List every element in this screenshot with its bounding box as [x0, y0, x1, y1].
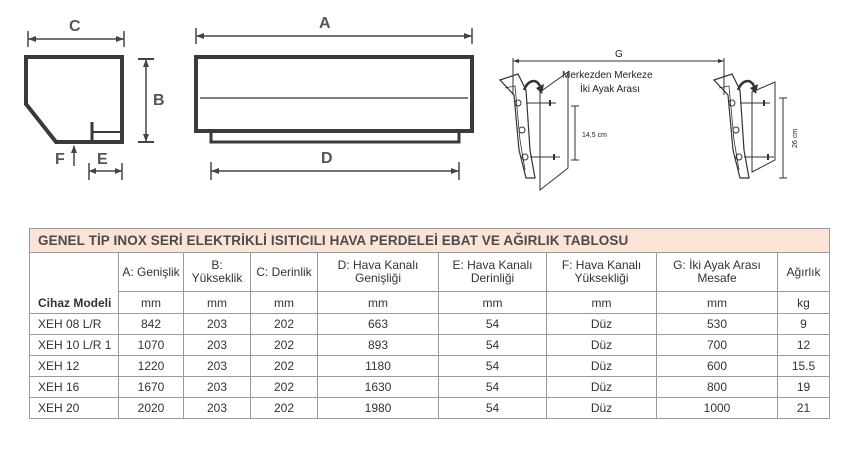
unit-cell: kg — [778, 292, 830, 314]
table-cell: 15.5 — [778, 356, 830, 377]
dim-tall-label: 26 cm — [792, 128, 799, 148]
table-cell: 202 — [251, 377, 318, 398]
unit-cell: mm — [119, 292, 184, 314]
table-cell: 1980 — [318, 398, 439, 419]
center-text-line1: Merkezden Merkeze — [562, 70, 653, 81]
table-cell: Düz — [547, 356, 657, 377]
table-cell: Düz — [547, 314, 657, 335]
model-header: Cihaz Modeli — [30, 253, 119, 314]
table-cell: 202 — [251, 398, 318, 419]
table-cell: 800 — [657, 377, 778, 398]
table-cell: 700 — [657, 335, 778, 356]
table-cell: 203 — [184, 398, 251, 419]
table-cell: 203 — [184, 377, 251, 398]
left-bracket — [500, 72, 579, 190]
table-cell: 203 — [184, 314, 251, 335]
table-row — [30, 377, 830, 398]
label-c: C — [69, 18, 81, 35]
header-width: A: Genişlik — [119, 253, 184, 292]
table-cell: 1670 — [119, 377, 184, 398]
table-cell: 1070 — [119, 335, 184, 356]
dim-small-label: 14,5 cm — [582, 132, 607, 139]
front-view — [196, 28, 472, 180]
model-cell: XEH 20 — [30, 398, 119, 419]
table-cell: 54 — [439, 356, 547, 377]
table-cell: 842 — [119, 314, 184, 335]
table-cell: 600 — [657, 356, 778, 377]
table-cell: 202 — [251, 335, 318, 356]
table-cell: 203 — [184, 335, 251, 356]
header-leg-distance: G: İki Ayak Arası Mesafe — [657, 253, 778, 292]
table-cell: Düz — [547, 398, 657, 419]
table-cell: 202 — [251, 314, 318, 335]
unit-cell: mm — [251, 292, 318, 314]
header-duct-width: D: Hava Kanalı Genişliği — [318, 253, 439, 292]
table-cell: 19 — [778, 377, 830, 398]
header-height: B: Yükseklik — [184, 253, 251, 292]
side-view — [26, 31, 154, 180]
table-cell: 54 — [439, 398, 547, 419]
table-cell: 21 — [778, 398, 830, 419]
header-duct-height: F: Hava Kanalı Yüksekliği — [547, 253, 657, 292]
unit-cell: mm — [657, 292, 778, 314]
table-cell: Düz — [547, 335, 657, 356]
table-cell: 663 — [318, 314, 439, 335]
table-cell: 9 — [778, 314, 830, 335]
label-f: F — [55, 151, 65, 168]
table-cell: 12 — [778, 335, 830, 356]
unit-cell: mm — [547, 292, 657, 314]
table-cell: 2020 — [119, 398, 184, 419]
table-cell: 1220 — [119, 356, 184, 377]
dimension-diagrams — [0, 0, 851, 225]
header-duct-depth: E: Hava Kanalı Derinliği — [439, 253, 547, 292]
table-row — [30, 314, 830, 335]
model-cell: XEH 16 — [30, 377, 119, 398]
table-cell: 54 — [439, 335, 547, 356]
right-bracket — [714, 74, 787, 178]
spec-table — [29, 228, 830, 419]
table-title: GENEL TİP INOX SERİ ELEKTRİKLİ ISITICILI HAVA PERDELEİ EBAT VE AĞIRLIK TABLOSU — [30, 229, 830, 253]
table-cell: 893 — [318, 335, 439, 356]
label-a: A — [319, 15, 331, 32]
unit-cell: mm — [439, 292, 547, 314]
table-cell: 1000 — [657, 398, 778, 419]
label-b: B — [153, 92, 165, 109]
label-d: D — [321, 150, 333, 167]
table-cell: 1180 — [318, 356, 439, 377]
table-cell: 202 — [251, 356, 318, 377]
table-cell: 54 — [439, 377, 547, 398]
header-depth: C: Derinlik — [251, 253, 318, 292]
table-cell: 530 — [657, 314, 778, 335]
model-cell: XEH 08 L/R — [30, 314, 119, 335]
label-e: E — [97, 151, 108, 168]
table-row — [30, 398, 830, 419]
table-cell: 54 — [439, 314, 547, 335]
model-cell: XEH 12 — [30, 356, 119, 377]
table-row — [30, 356, 830, 377]
center-text-line2: İki Ayak Arası — [580, 84, 640, 95]
unit-cell: mm — [318, 292, 439, 314]
header-weight: Ağırlık — [778, 253, 830, 292]
table-row — [30, 335, 830, 356]
unit-cell: mm — [184, 292, 251, 314]
table-cell: Düz — [547, 377, 657, 398]
model-cell: XEH 10 L/R 1 — [30, 335, 119, 356]
table-cell: 203 — [184, 356, 251, 377]
table-cell: 1630 — [318, 377, 439, 398]
label-g: G — [615, 49, 623, 60]
